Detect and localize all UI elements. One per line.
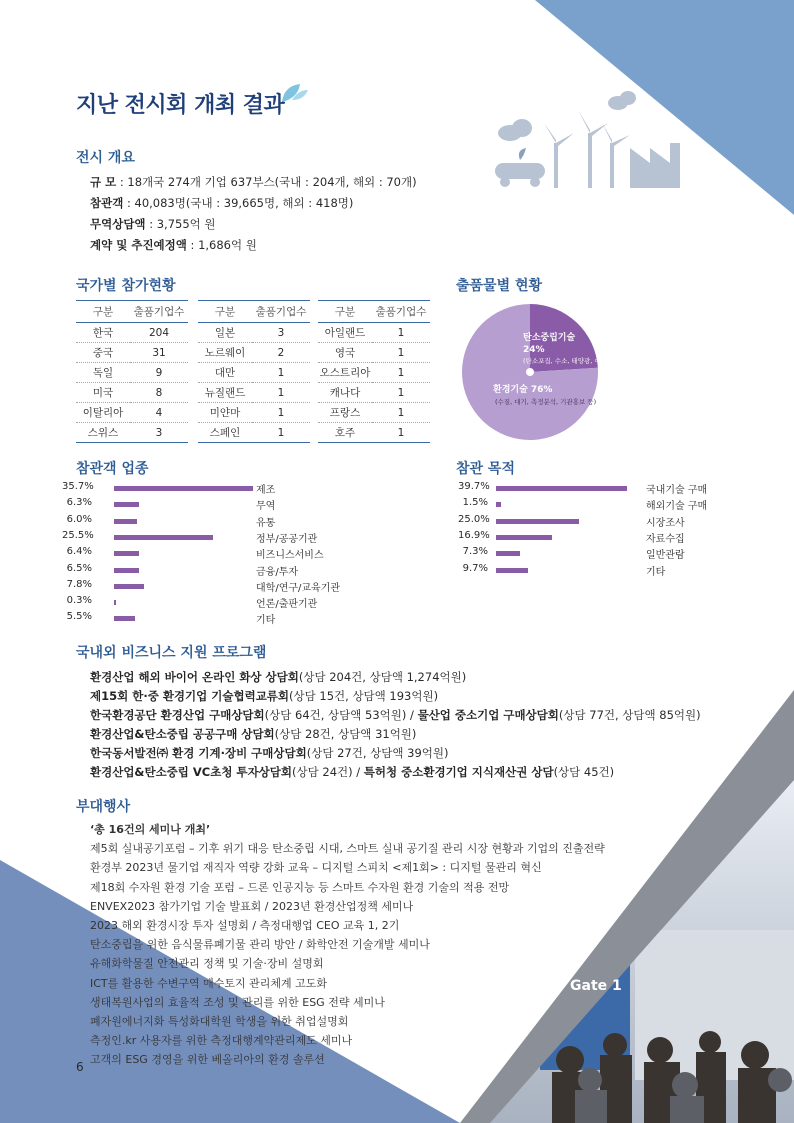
business-program-name: 특허청 중소환경기업 지식재산권 상담 (363, 765, 554, 779)
bar-value-label: 6.0% (66, 513, 92, 525)
business-program-detail: (상담 28건, 상담액 31억원) (274, 727, 417, 741)
bar (496, 486, 627, 491)
count-cell: 1 (372, 423, 430, 443)
country-table (76, 300, 188, 443)
table-header: 구분 (76, 301, 130, 323)
count-cell: 1 (252, 383, 310, 403)
country-table (318, 300, 430, 443)
count-cell: 1 (372, 343, 430, 363)
business-program-detail: (상담 15건, 상담액 193억원) (289, 689, 439, 703)
business-list (90, 668, 701, 782)
count-cell: 1 (252, 363, 310, 383)
business-program-name: 물산업 중소기업 구매상담회 (417, 708, 559, 722)
bar (496, 568, 528, 573)
bar-value-label: 35.7% (62, 481, 94, 492)
business-program-detail: (상담 204건, 상담액 1,274억원) (298, 670, 467, 684)
business-program-detail: (상담 27건, 상담액 39억원) (306, 746, 449, 760)
count-cell: 3 (252, 323, 310, 343)
overview-item: 계약 및 추진예정액 : 1,686억 원 (90, 238, 257, 252)
bar-row (62, 480, 362, 496)
page-number: 6 (76, 1060, 84, 1074)
bar (114, 584, 144, 589)
count-cell: 3 (130, 423, 188, 443)
industry-heading: 참관객 업종 (76, 461, 149, 477)
country-cell: 미얀마 (198, 403, 252, 423)
bar-value-label: 25.5% (62, 529, 94, 541)
industry-bar-chart (62, 480, 362, 630)
bar-row (458, 529, 758, 545)
table-row (76, 423, 188, 443)
bar-row (458, 480, 758, 496)
table-row (318, 343, 430, 363)
table-row (76, 363, 188, 383)
events-heading: 부대행사 (76, 799, 131, 815)
country-cell: 영국 (318, 343, 372, 363)
bar-row (62, 529, 362, 545)
country-cell: 일본 (198, 323, 252, 343)
count-cell: 1 (372, 383, 430, 403)
products-heading: 출품물별 현황 (456, 278, 543, 294)
business-heading: 국내외 비즈니스 지원 프로그램 (76, 645, 267, 661)
country-cell: 중국 (76, 343, 130, 363)
count-cell: 4 (130, 403, 188, 423)
table-row (76, 343, 188, 363)
overview-item: 참관객 : 40,083명(국내 : 39,665명, 해외 : 418명) (90, 196, 354, 210)
event-item: 유해화학물질 안전관리 정책 및 기술·장비 설명회 (90, 957, 324, 971)
bar-row (458, 513, 758, 529)
table-row (318, 323, 430, 343)
event-item: 환경부 2023년 물기업 재직자 역량 강화 교육 – 디지털 스피치 <제1회> : 디지털 물관리 혁신 (90, 861, 542, 875)
country-cell: 노르웨이 (198, 343, 252, 363)
bar (114, 616, 135, 621)
bar-row (62, 545, 362, 561)
business-program-name: 제15회 한·중 환경기업 기술협력교류회 (90, 689, 290, 703)
bar (114, 486, 253, 491)
event-item: 측정인.kr 사용자를 위한 측정대행계약관리제도 세미나 (90, 1034, 353, 1048)
table-row (198, 363, 310, 383)
bar-value-label: 6.5% (66, 562, 92, 574)
business-program-detail: (상담 64건, 상담액 53억원) / (264, 708, 418, 722)
business-program-detail: (상담 24건) / (292, 765, 364, 779)
bar-value-label: 6.4% (66, 546, 92, 558)
bar-row (62, 562, 362, 578)
bar-category-label: 무역 (256, 501, 276, 513)
country-cell: 프랑스 (318, 403, 372, 423)
business-program-name: 환경산업 해외 바이어 온라인 화상 상담회 (90, 670, 299, 684)
bar (114, 535, 213, 540)
table-row (198, 383, 310, 403)
event-item: 폐자원에너지화 특성화대학원 학생을 위한 취업설명회 (90, 1015, 349, 1029)
event-item: 2023 해외 환경시장 투자 설명회 / 측정대행업 CEO 교육 1, 2기 (90, 919, 400, 933)
table-row (318, 383, 430, 403)
bar (496, 551, 520, 556)
slice-sub: (수질, 대기, 측정분석, 기관홍보 등) (495, 398, 597, 406)
business-program-name: 한국동서발전㈜ 환경 기계·장비 구매상담회 (90, 746, 307, 760)
bar-row (62, 594, 362, 610)
count-cell: 1 (252, 403, 310, 423)
events-list (90, 820, 605, 1070)
table-header: 구분 (198, 301, 252, 323)
bar-row (62, 578, 362, 594)
bar-category-label: 비즈니스서비스 (256, 550, 324, 562)
count-cell: 2 (252, 343, 310, 363)
business-item (90, 763, 701, 782)
business-item (90, 744, 701, 763)
overview-heading: 전시 개요 (76, 150, 135, 166)
bar-category-label: 국내기술 구매 (646, 485, 708, 496)
bar-value-label: 1.5% (462, 497, 488, 509)
bar (114, 600, 116, 605)
bar-value-label: 7.8% (66, 578, 92, 590)
count-cell: 1 (372, 323, 430, 343)
bar-row (458, 496, 758, 512)
products-pie-chart (455, 300, 675, 442)
table-row (198, 403, 310, 423)
country-table (198, 300, 310, 443)
bar-row (62, 496, 362, 512)
bar (114, 502, 139, 507)
business-item (90, 725, 701, 744)
overview-item: 규 모 : 18개국 274개 기업 637부스(국내 : 204개, 해외 : 70개) (90, 175, 417, 189)
bar-category-label: 기타 (256, 615, 276, 627)
bar-value-label: 5.5% (66, 611, 92, 623)
bar (496, 502, 501, 507)
count-cell: 8 (130, 383, 188, 403)
count-cell: 1 (372, 363, 430, 383)
bar-value-label: 25.0% (458, 513, 490, 525)
bar (114, 519, 137, 524)
event-item: ENVEX2023 참가기업 기술 발표회 / 2023년 환경산업정책 세미나 (90, 899, 414, 913)
country-cell: 미국 (76, 383, 130, 403)
table-row (76, 383, 188, 403)
table-row (76, 403, 188, 423)
country-cell: 아일랜드 (318, 323, 372, 343)
event-item: 생태복원사업의 효율적 조성 및 관리를 위한 ESG 전략 세미나 (90, 995, 385, 1009)
table-row (318, 363, 430, 383)
country-cell: 대만 (198, 363, 252, 383)
bar-value-label: 9.7% (462, 562, 488, 574)
slice-label: 탄소중립기술 (523, 333, 576, 343)
overview-item: 무역상담액 : 3,755억 원 (90, 217, 216, 231)
event-item: ICT를 활용한 수변구역 매수토지 관리체계 고도화 (90, 976, 328, 990)
bar (114, 551, 139, 556)
country-cell: 스페인 (198, 423, 252, 443)
country-cell: 독일 (76, 363, 130, 383)
table-row (76, 323, 188, 343)
table-row (198, 323, 310, 343)
table-row (318, 403, 430, 423)
event-item: 제5회 실내공기포럼 – 기후 위기 대응 탄소중립 시대, 스마트 실내 공기질 관리 시장 현황과 기업의 진출전략 (90, 842, 605, 856)
bar-row (62, 513, 362, 529)
bar (496, 535, 552, 540)
slice-sub: (탄소포집, 수소, 태양광, 에너지절감 등) (523, 357, 637, 365)
bar-category-label: 유통 (256, 517, 276, 529)
bar-category-label: 일반관람 (646, 550, 685, 562)
table-header: 출품기업수 (252, 301, 310, 323)
bar-category-label: 제조 (256, 485, 276, 496)
slice-label: 환경기술 76% (493, 385, 553, 395)
country-cell: 뉴질랜드 (198, 383, 252, 403)
bar-value-label: 6.3% (66, 497, 92, 509)
bar-category-label: 해외기술 구매 (646, 501, 708, 513)
bar-category-label: 자료수집 (646, 533, 685, 545)
purpose-bar-chart (458, 480, 758, 590)
count-cell: 204 (130, 323, 188, 343)
business-program-name: 한국환경공단 환경산업 구매상담회 (90, 708, 265, 722)
business-item (90, 687, 701, 706)
bar-category-label: 언론/출판기관 (256, 599, 318, 611)
bar-row (458, 562, 758, 578)
event-item: 탄소중립을 위한 음식물류폐기물 관리 방안 / 화학안전 기술개발 세미나 (90, 938, 430, 952)
country-cell: 호주 (318, 423, 372, 443)
count-cell: 9 (130, 363, 188, 383)
bar-category-label: 시장조사 (646, 517, 685, 529)
business-program-name: 환경산업&탄소중립 공공구매 상담회 (90, 727, 275, 741)
overview-list (90, 172, 417, 256)
page-title: 지난 전시회 개최 결과 (76, 93, 285, 118)
bar-value-label: 0.3% (66, 595, 92, 607)
country-cell: 캐나다 (318, 383, 372, 403)
purpose-heading: 참관 목적 (456, 461, 515, 477)
bar-value-label: 39.7% (458, 481, 490, 492)
table-row (318, 423, 430, 443)
bar-value-label: 7.3% (462, 546, 488, 558)
business-program-detail: (상담 45건) (553, 765, 615, 779)
eco-illustration-icon (490, 88, 690, 193)
business-item (90, 706, 701, 725)
business-item (90, 668, 701, 687)
event-item: 제18회 수자원 환경 기술 포럼 – 드론 인공지능 등 스마트 수자원 환경 기술의 적용 전망 (90, 880, 510, 894)
bar-category-label: 정부/공공기관 (256, 533, 318, 545)
event-item: 고객의 ESG 경영을 위한 베올리아의 환경 솔루션 (90, 1053, 325, 1067)
slice-percent: 24% (523, 345, 545, 355)
country-cell: 이탈리아 (76, 403, 130, 423)
bar-value-label: 16.9% (458, 529, 490, 541)
country-cell: 스위스 (76, 423, 130, 443)
bar-category-label: 대학/연구/교육기관 (256, 582, 341, 594)
bar (114, 568, 139, 573)
bar (496, 519, 579, 524)
business-program-detail: (상담 77건, 상담액 85억원) (558, 708, 701, 722)
count-cell: 1 (252, 423, 310, 443)
country-cell: 오스트리아 (318, 363, 372, 383)
bar-category-label: 기타 (646, 566, 666, 578)
table-header: 출품기업수 (372, 301, 430, 323)
bar-category-label: 금융/투자 (256, 566, 299, 578)
gate-sign: Gate 1 (570, 978, 622, 994)
table-row (198, 343, 310, 363)
country-cell: 한국 (76, 323, 130, 343)
table-header: 출품기업수 (130, 301, 188, 323)
count-cell: 1 (372, 403, 430, 423)
business-program-name: 환경산업&탄소중립 VC초청 투자상담회 (90, 765, 293, 779)
bar-row (458, 545, 758, 561)
bar-row (62, 610, 362, 626)
countries-heading: 국가별 참가현황 (76, 278, 176, 294)
events-subheading: ‘총 16건의 세미나 개최’ (90, 823, 211, 836)
table-row (198, 423, 310, 443)
pie-center-dot (526, 368, 534, 376)
count-cell: 31 (130, 343, 188, 363)
table-header: 구분 (318, 301, 372, 323)
